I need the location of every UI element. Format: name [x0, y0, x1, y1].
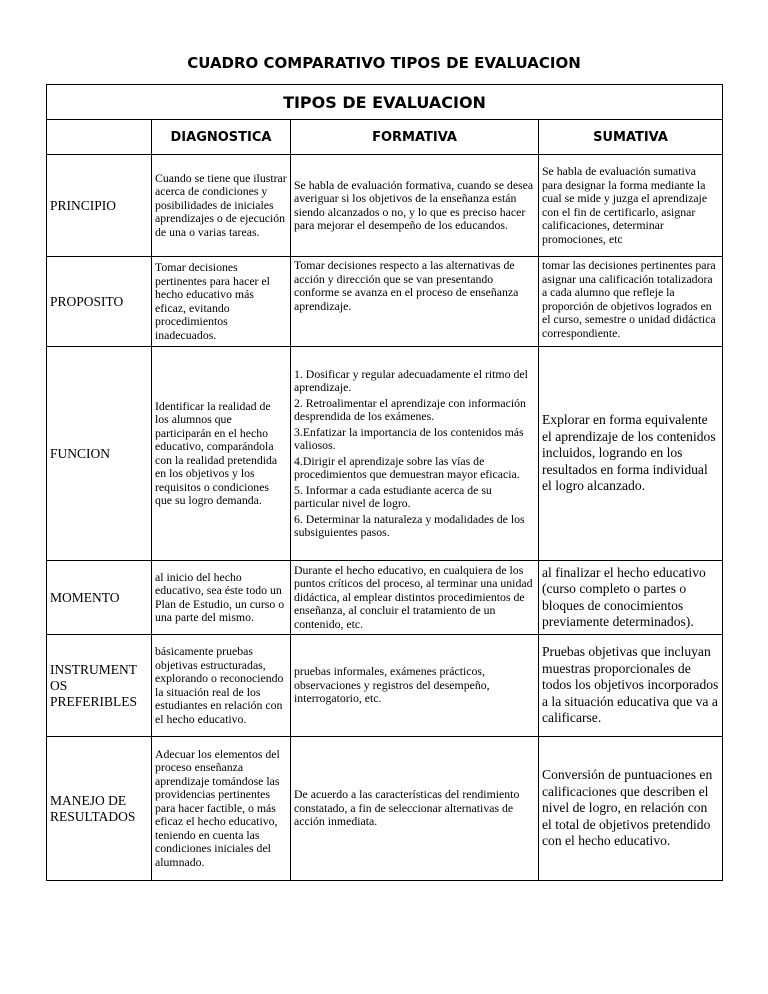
- cell-momento-sumativa: al finalizar el hecho educativo (curso completo o partes o bloques de conocimientos previamente determinados).: [539, 561, 723, 635]
- column-header-sumativa: SUMATIVA: [539, 120, 723, 155]
- row-label-proposito: PROPOSITO: [47, 257, 152, 347]
- list-item: 6. Determinar la naturaleza y modalidades de los subsiguientes pasos.: [294, 511, 525, 539]
- table-row: [47, 257, 723, 347]
- list-item: 2. Retroalimentar el aprendizaje con información desprendida de los exámenes.: [294, 395, 526, 423]
- table-row: [47, 635, 723, 737]
- table-row: [47, 561, 723, 635]
- empty-header-cell: [47, 120, 152, 155]
- table-row: [47, 155, 723, 257]
- cell-manejo-sumativa: Conversión de puntuaciones en calificaciones que describen el nivel de logro, en relación con el total de objetivos pretendido con el hecho educativo.: [539, 737, 723, 881]
- cell-principio-sumativa: Se habla de evaluación sumativa para designar la forma mediante la cual se mide y juzga el aprendizaje con el fin de certificarlo, asignar calificaciones, determinar promociones, etc: [539, 155, 723, 257]
- cell-funcion-formativa: [291, 347, 539, 561]
- column-header-formativa: FORMATIVA: [291, 120, 539, 155]
- document-title: CUADRO COMPARATIVO TIPOS DE EVALUACION: [187, 54, 581, 72]
- list-item: 4.Dirigir el aprendizaje sobre las vías de procedimientos que demuestran mayor eficacia.: [294, 453, 520, 481]
- cell-instrumentos-sumativa: Pruebas objetivas que incluyan muestras proporcionales de todos los objetivos incorporados a la situación educativa que va a calificarse.: [539, 635, 723, 737]
- cell-principio-diagnostica: Cuando se tiene que ilustrar acerca de condiciones y posibilidades de iniciales aprendizajes o de ejecución de una o varias tareas.: [152, 155, 291, 257]
- cell-funcion-diagnostica: Identificar la realidad de los alumnos que participarán en el hecho educativo, comparándola con la realidad pretendida en los objetivos y los requisitos o condiciones que su logro demanda.: [152, 347, 291, 561]
- list-item: 3.Enfatizar la importancia de los contenidos más valiosos.: [294, 424, 524, 452]
- cell-proposito-formativa: Tomar decisiones respecto a las alternativas de acción y dirección que se van presentando conforme se avanza en el proceso de enseñanza aprendizaje.: [291, 257, 539, 347]
- funcion-formativa-list: [294, 368, 535, 540]
- row-label-momento: MOMENTO: [47, 561, 152, 635]
- cell-proposito-diagnostica: Tomar decisiones pertinentes para hacer el hecho educativo más eficaz, evitando procedimientos inadecuados.: [152, 257, 291, 347]
- cell-funcion-sumativa: Explorar en forma equivalente el aprendizaje de los contenidos incluidos, logrando en los resultados en forma individual el logro alcanzado.: [539, 347, 723, 561]
- cell-manejo-formativa: De acuerdo a las características del rendimiento constatado, a fin de seleccionar alternativas de acción inmediata.: [291, 737, 539, 881]
- row-label-manejo: MANEJO DE RESULTADOS: [47, 737, 152, 881]
- table-title: TIPOS DE EVALUACION: [47, 85, 723, 120]
- comparison-table: [46, 84, 723, 881]
- cell-manejo-diagnostica: Adecuar los elementos del proceso enseñanza aprendizaje tomándose las providencias pertinentes para hacer factible, o más eficaz el hecho educativo, teniendo en cuenta las condiciones iniciales del alumnado.: [152, 737, 291, 881]
- row-label-instrumentos: INSTRUMENT OS PREFERIBLES: [47, 635, 152, 737]
- table-row: [47, 347, 723, 561]
- row-label-funcion: FUNCION: [47, 347, 152, 561]
- cell-proposito-sumativa: tomar las decisiones pertinentes para asignar una calificación totalizadora a cada alumno que refleje la proporción de objetivos logrados en el curso, semestre o unidad didáctica correspondiente.: [539, 257, 723, 347]
- column-header-row: [47, 120, 723, 155]
- cell-momento-diagnostica: al inicio del hecho educativo, sea éste todo un Plan de Estudio, un curso o una parte del mismo.: [152, 561, 291, 635]
- cell-instrumentos-formativa: pruebas informales, exámenes prácticos, observaciones y registros del desempeño, interrogatorio, etc.: [291, 635, 539, 737]
- list-item: 1. Dosificar y regular adecuadamente el ritmo del aprendizaje.: [294, 366, 528, 394]
- row-label-principio: PRINCIPIO: [47, 155, 152, 257]
- cell-principio-formativa: Se habla de evaluación formativa, cuando se desea averiguar si los objetivos de la enseñanza están siendo alcanzados o no, y lo que es preciso hacer para mejorar el desempeño de los educandos.: [291, 155, 539, 257]
- cell-momento-formativa: Durante el hecho educativo, en cualquiera de los puntos críticos del proceso, al terminar una unidad didáctica, al emplear distintos procedimientos de enseñanza, al concluir el tratamiento de un contenido, etc.: [291, 561, 539, 635]
- table-row: [47, 737, 723, 881]
- cell-instrumentos-diagnostica: básicamente pruebas objetivas estructuradas, explorando o reconociendo la situación real de los estudiantes en relación con el hecho educativo.: [152, 635, 291, 737]
- column-header-diagnostica: DIAGNOSTICA: [152, 120, 291, 155]
- list-item: 5. Informar a cada estudiante acerca de su particular nivel de logro.: [294, 482, 492, 510]
